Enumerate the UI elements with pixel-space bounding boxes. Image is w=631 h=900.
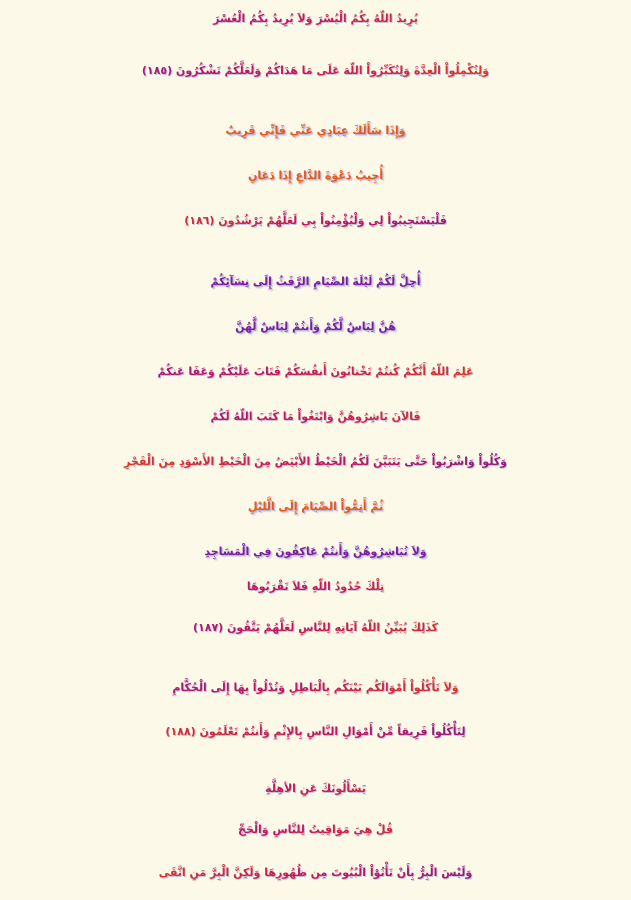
verse-line: وَلِتُكْمِلُواْ الْعِدَّةَ وَلِتُكَبِّرُواْ اللّهَ عَلَى مَا هَدَاكُمْ وَلَعَلَّكُمْ تَشْكُرُونَ (١٨٥) (0, 57, 631, 85)
verse-line: قُلْ هِيَ مَوَاقِيتُ لِلنَّاسِ وَالْحَجِّ (0, 816, 631, 844)
verse-line: وَلَيْسَ الْبِرُّ بِأَنْ تَأْتُوْاْ الْبُيُوتَ مِن ظُهُورِهَا وَلَكِنَّ الْبِرَّ مَنِ اتَّقَى (0, 859, 631, 887)
verse-line: فَالآنَ بَاشِرُوهُنَّ وَابْتَغُواْ مَا كَتَبَ اللّهُ لَكُمْ (0, 403, 631, 431)
verse-line: هُنَّ لِبَاسٌ لَّكُمْ وَأَنتُمْ لِبَاسٌ لَّهُنَّ (235, 320, 396, 333)
verse-line: وَكُلُواْ وَاشْرَبُواْ حَتَّى يَتَبَيَّنَ لَكُمُ الْخَيْطُ الأَبْيَضُ مِنَ الْخَيْطِ الأَسْوَدِ مِنَ الْفَجْرِ (0, 448, 631, 476)
verse-line: فَلْيَسْتَجِيبُواْ لِي وَلْيُؤْمِنُواْ بِي لَعَلَّهُمْ يَرْشُدُونَ (١٨٦) (0, 207, 631, 235)
verse-line: يُرِيدُ اللّهُ بِكُمُ الْيُسْرَ وَلاَ يُرِيدُ بِكُمُ الْعُسْرَ (0, 5, 631, 33)
verse-line: عَلِمَ اللّهُ أَنَّكُمْ كُنتُمْ تَخْتانُونَ أَنفُسَكُمْ فَتَابَ عَلَيْكُمْ وَعَفَا عَنكُمْ (0, 358, 631, 386)
verse-line: لِتَأْكُلُواْ فَرِيقاً مِّنْ أَمْوَالِ النَّاسِ بِالإِثْمِ وَأَنتُمْ تَعْلَمُونَ (١٨٨) (0, 718, 631, 746)
verse-line: أُجِيبُ دَعْوَةَ الدَّاعِ إِذَا دَعَانِ (247, 169, 384, 182)
verse-line: كَذَلِكَ يُبَيِّنُ اللّهُ آيَاتِهِ لِلنَّاسِ لَعَلَّهُمْ يَتَّقُونَ (١٨٧) (0, 614, 631, 642)
verse-line: ثُمَّ أَتِمُّواْ الصِّيَامَ إِلَى الَّليْلِ (247, 500, 384, 513)
verse-line: وَلاَ تَأْكُلُواْ أَمْوَالَكُم بَيْنَكُم بِالْبَاطِلِ وَتُدْلُواْ بِهَا إِلَى الْحُكَّامِ (0, 674, 631, 702)
verse-line: وَإِذَا سَأَلَكَ عِبَادِي عَنِّي فَإِنِّي قَرِيبٌ (225, 124, 406, 137)
verse-line: أُحِلَّ لَكُمْ لَيْلَةَ الصِّيَامِ الرَّفَثُ إِلَى نِسَآئِكُمْ (210, 275, 421, 288)
verse-line: تِلْكَ حُدُودُ اللّهِ فَلاَ تَقْرَبُوهَا (0, 573, 631, 601)
verse-line: يَسْأَلُونَكَ عَنِ الأهِلَّةِ (0, 775, 631, 803)
verse-line: وَلاَ تُبَاشِرُوهُنَّ وَأَنتُمْ عَاكِفُونَ فِي الْمَسَاجِدِ (204, 545, 427, 558)
